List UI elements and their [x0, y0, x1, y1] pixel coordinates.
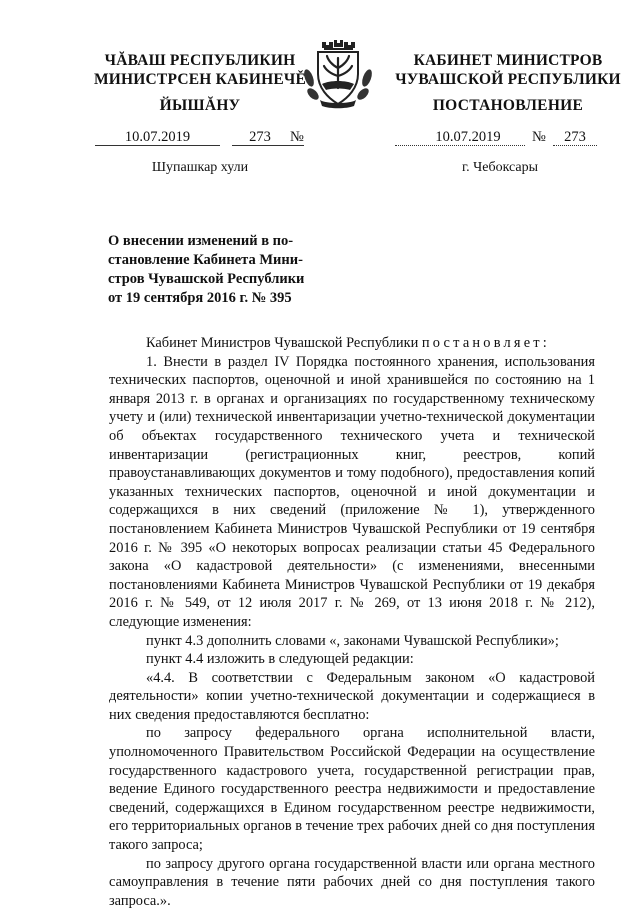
- left-number-value: 273: [249, 129, 271, 145]
- document-body: [109, 334, 595, 910]
- title-line: от 19 сентября 2016 г. № 395: [108, 290, 292, 306]
- right-number-sign: №: [532, 129, 546, 145]
- preamble-decree: постановляет:: [421, 335, 550, 351]
- issuer-russian-line1: КАБИНЕТ МИНИСТРОВ: [413, 52, 603, 69]
- right-date: [395, 129, 525, 146]
- document-title: [108, 232, 308, 308]
- preamble-prefix: Кабинет Министров Чувашской Республики: [146, 335, 419, 351]
- paragraph-5: по запросу федерального органа исполнительной власти, уполномоченного Правительством Российской Федерации на осуществление государственного кадастрового учета, государственной регистрации прав, ведение Единого государственного реестра недвижимости и предоставление сведений, содержащихся в Едином государственном реестре недвижимости, его территориальных органов в течение трех рабочих дней со дня поступления такого запроса;: [109, 725, 595, 854]
- paragraph-1: 1. Внести в раздел IV Порядка постоянного хранения, использования технических паспортов, оценочной и иной хранившейся по состоянию на 1 января 2013 г. в органах и организациях по государственному техническому учету и (или) технической инвентаризации учетно-технической документации об объектах государственного технического учета и технической инвентаризации (регистрационных книг, реестров, копий правоустанавливающих документов и тому подобного), предоставления копий указанных технических паспортов, оценочной и иной документации и содержащихся в них сведений (приложение № 1), утвержденного постановлением Кабинета Министров Чувашской Республики от 19 сентября 2016 г. № 395 «О некоторых вопросах реализации статьи 45 Федерального закона «О кадастровой деятельности» (с изменениями, внесенными постановлениями Кабинета Министров Чувашской Республики от 19 декабря 2016 г. № 549, от 12 июля 2017 г. № 269, от 13 июня 2018 г. № 212), следующие изменения:: [109, 353, 595, 630]
- place-russian: г. Чебоксары: [461, 160, 539, 175]
- issuer-chuvash-name: [82, 51, 318, 89]
- preamble: [109, 334, 595, 353]
- paragraph-4: «4.4. В соответствии с Федеральным законом «О кадастровой деятельности» копии учетно-технической документации и содержащиеся в них сведения предоставляются бесплатно:: [109, 669, 595, 723]
- paragraph-3: пункт 4.4 изложить в следующей редакции:: [146, 651, 414, 668]
- doc-type-russian: ПОСТАНОВЛЕНИЕ: [432, 97, 584, 114]
- right-number-value: 273: [564, 129, 586, 145]
- paragraph-2: пункт 4.3 дополнить словами «, законами Чувашской Республики»;: [146, 632, 559, 649]
- issuer-russian-name: [380, 51, 636, 89]
- issuer-chuvash-line1: ЧĂВАШ РЕСПУБЛИКИН: [104, 52, 296, 69]
- title-line: О внесении изменений в по-: [108, 233, 294, 249]
- left-number-sign: №: [290, 129, 304, 145]
- doc-type-chuvash: ЙЫШĂНУ: [159, 97, 241, 114]
- right-number: [553, 129, 597, 146]
- title-line: стров Чувашской Республики: [108, 271, 305, 287]
- paragraph-6: по запросу другого органа государственной власти или органа местного самоуправления в течение пяти рабочих дней со дня поступления такого запроса.».: [109, 855, 595, 909]
- left-date: [95, 129, 220, 146]
- left-date-value: 10.07.2019: [124, 129, 191, 145]
- title-line: становление Кабинета Мини-: [108, 252, 303, 268]
- place-chuvash: Шупашкар хули: [151, 160, 249, 175]
- issuer-chuvash-line2: МИНИСТРСЕН КАБИНЕЧĚ: [93, 71, 307, 88]
- issuer-russian-line2: ЧУВАШСКОЙ РЕСПУБЛИКИ: [395, 71, 621, 88]
- right-date-value: 10.07.2019: [435, 129, 501, 145]
